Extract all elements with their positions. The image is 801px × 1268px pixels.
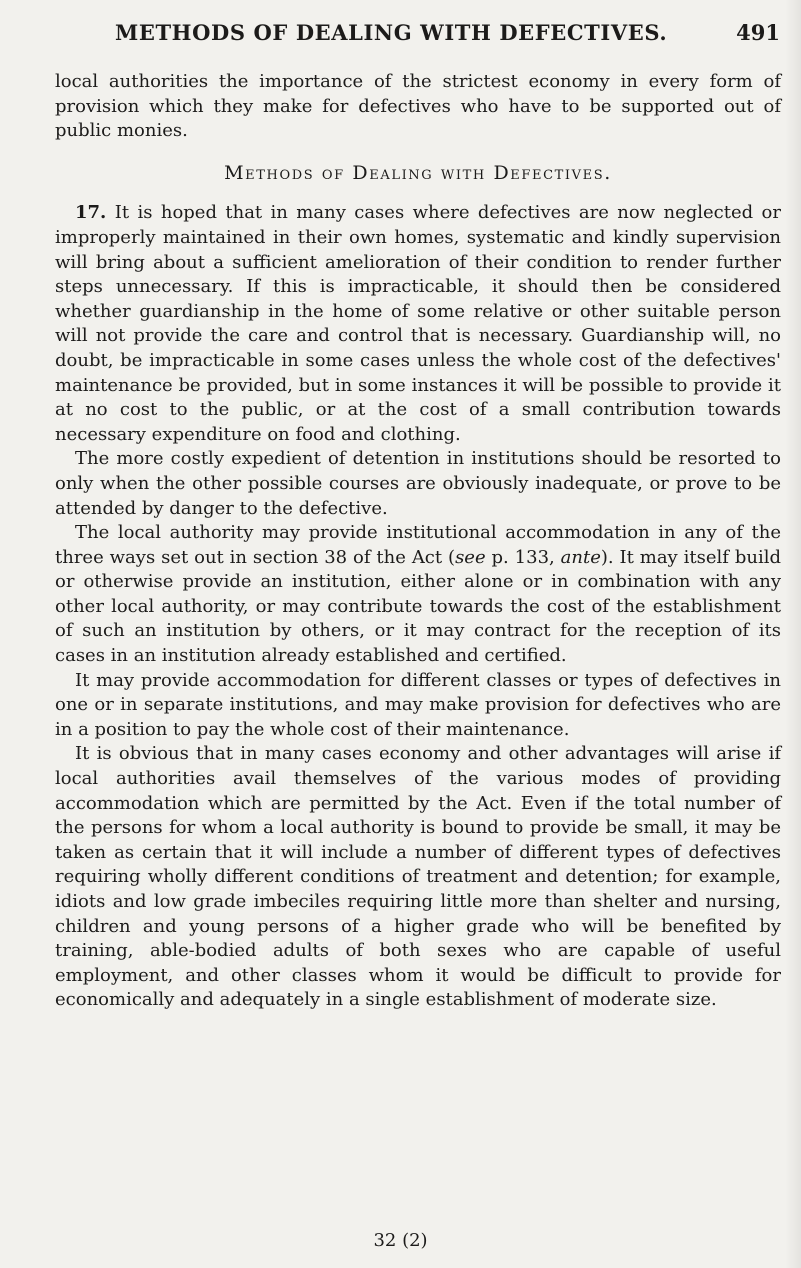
running-title: METHODS OF DEALING WITH DEFECTIVES. <box>115 20 668 45</box>
page-edge-shadow <box>785 0 801 1268</box>
paragraph-3-text-end: ). It may itself build or otherwise provide an institution, either alone or in combination with any other local authority, or may contribute towards the cost of the establishment of such an institution by others, or it may contract for the reception of its cases in an institution already established and certified. <box>55 546 781 667</box>
paragraph-3-text-start: The local authority may provide institutional accommodation in any of the three ways set out in section 38 of the Act ( <box>55 522 781 568</box>
paragraph-economy: It is obvious that in many cases economy and other advantages will arise if local authorities avail themselves of the various modes of providing accommodation which are permitted by the Act. Even if the total number of the persons for whom a local authority is bound to provide be small, it may be taken as certain that it will include a number of different types of defectives requiring wholly different conditions of treatment and detention; for example, idiots and low grade imbeciles requiring little more than shelter and nursing, children and young persons of a higher grade who will be benefited by training, able-bodied adults of both sexes who are capable of useful employment, and other classes whom it would be difficult to provide for economically and adequately in a single establishment of moderate size. <box>55 743 781 1011</box>
page-reference: p. 133, <box>485 546 561 568</box>
signature-mark: 32 (2) <box>373 1230 428 1251</box>
ante-reference: ante <box>560 546 601 568</box>
paragraph-number: 17. <box>75 202 107 224</box>
body-text <box>55 70 781 1013</box>
intro-paragraph: local authorities the importance of the strictest economy in every form of provision which they make for defectives who have to be supported out of public monies. <box>55 71 781 142</box>
paragraph-different-classes: It may provide accommodation for different classes or types of defectives in one or in separate institutions, and may make provision for defectives who are in a position to pay the whole cost of their maintenance. <box>55 669 781 740</box>
paragraph-17 <box>55 201 781 447</box>
paragraph-17-text: It is hoped that in many cases where defectives are now neglected or improperly maintained in their own homes, systematic and kindly supervision will bring about a sufficient amelioration of their condition to render further steps unnecessary. If this is impracticable, it should then be considered whether guardianship in the home of some relative or other suitable person will not provide the care and control that is necessary. Guardianship will, no doubt, be impracticable in some cases unless the whole cost of the defectives' maintenance be provided, but in some instances it will be possible to provide it at no cost to the public, or at the cost of a small contribution towards necessary expenditure on food and clothing. <box>55 202 781 445</box>
paragraph-institutional-accommodation <box>55 521 781 669</box>
section-heading: Methods of Dealing with Defectives. <box>224 161 612 184</box>
page-number: 491 <box>736 20 780 45</box>
see-reference: see <box>455 546 486 568</box>
running-head <box>110 20 780 50</box>
paragraph-detention: The more costly expedient of detention in institutions should be resorted to only when the other possible courses are obviously inadequate, or prove to be attended by danger to the defective. <box>55 448 781 519</box>
